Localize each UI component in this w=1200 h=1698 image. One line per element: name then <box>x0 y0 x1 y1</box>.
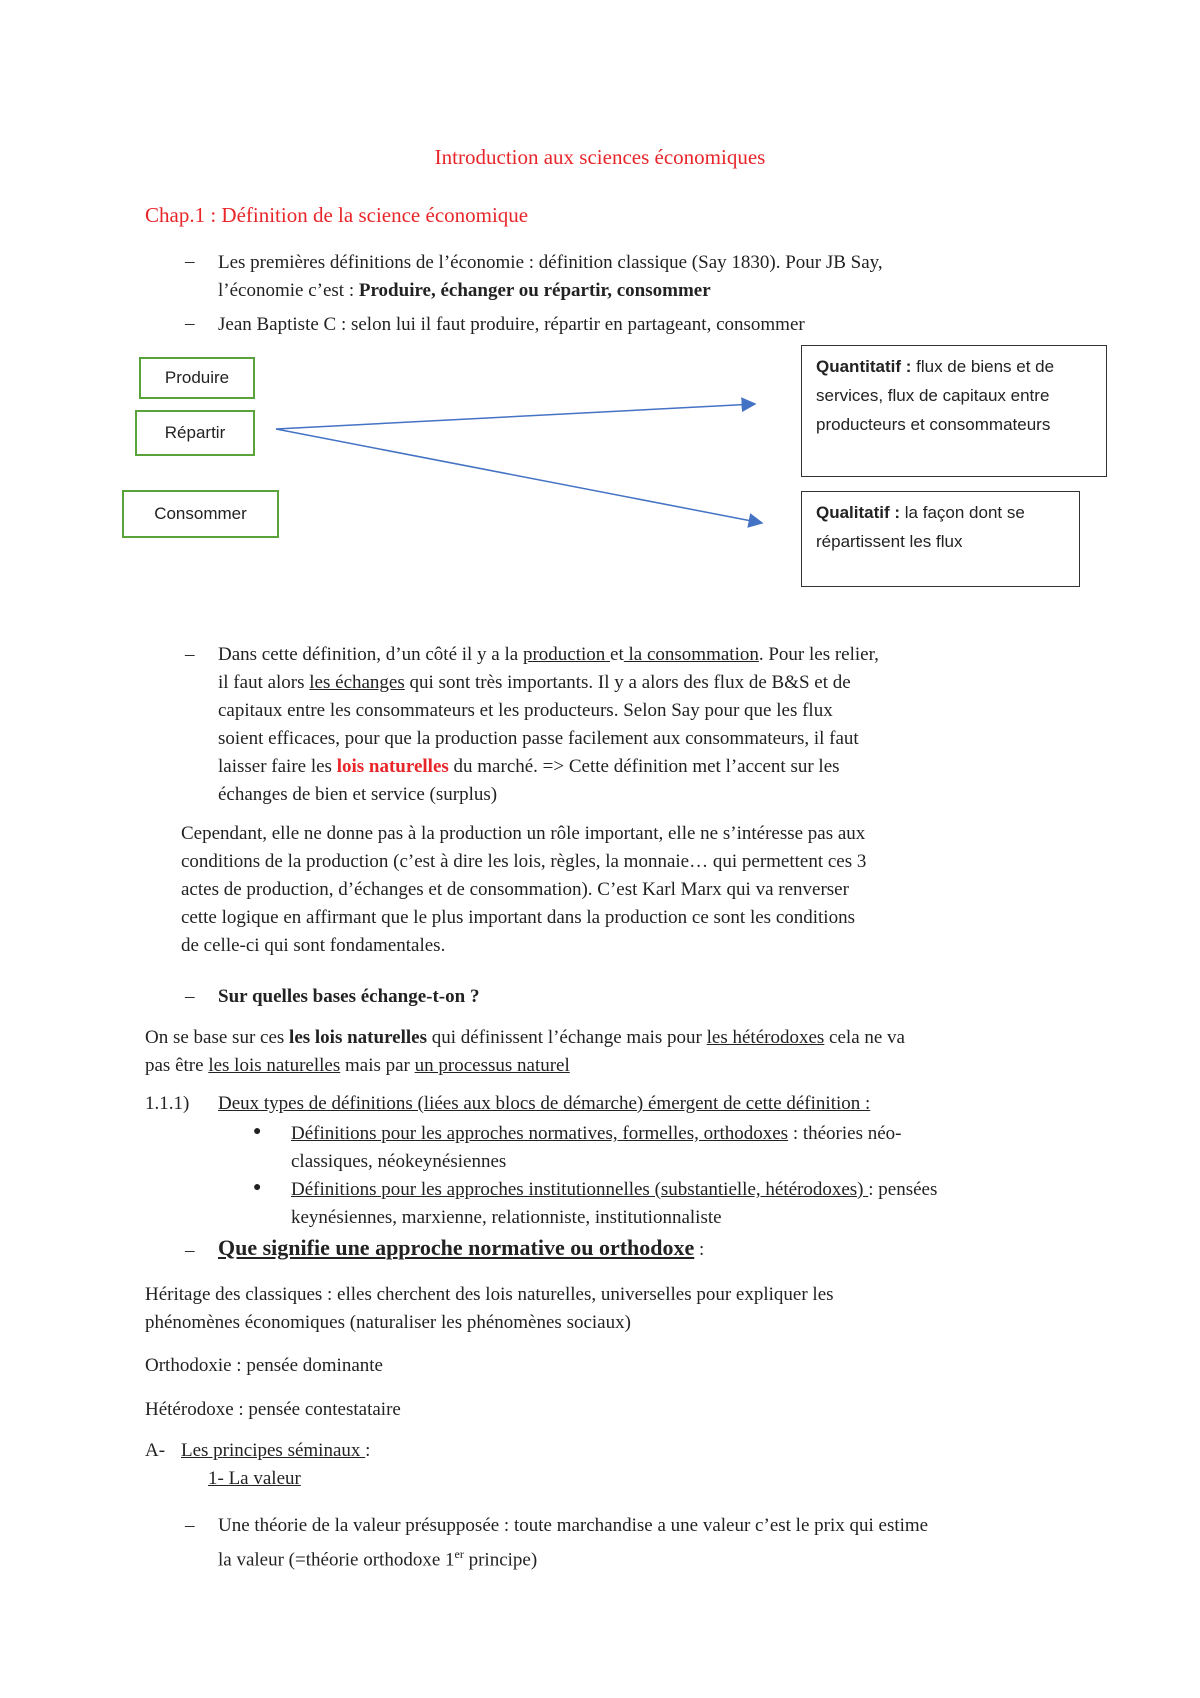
text: mais par <box>340 1055 415 1076</box>
text: la valeur (=théorie orthodoxe 1 <box>218 1549 455 1571</box>
superscript: er <box>454 1547 464 1561</box>
underlined-consommation: la consommation <box>623 644 759 665</box>
heritage-line-2: phénomènes économiques (naturaliser les phénomènes sociaux) <box>145 1312 631 1333</box>
list-dash: – <box>185 986 195 1007</box>
heritage-line-1: Héritage des classiques : elles cherchent des lois naturelles, universelles pour expliquer les <box>145 1284 834 1305</box>
box-produire: Produire <box>139 357 255 399</box>
heritage-paragraph <box>145 1281 1045 1337</box>
qualitatif-text: la façon dont se répartissent les flux <box>816 503 1025 551</box>
text: du marché. => Cette définition met l’accent sur les <box>448 756 840 777</box>
arrow-to-quantitatif <box>276 404 755 429</box>
text: qui sont très importants. Il y a alors des flux de B&S et de <box>404 672 851 693</box>
intro-item-1-bold: Produire, échanger ou répartir, consommer <box>358 280 711 301</box>
valeur-line-2 <box>218 1540 1098 1574</box>
bases-paragraph <box>145 1024 1045 1080</box>
text: On se base sur ces <box>145 1027 290 1048</box>
cependant-line-4: cette logique en affirmant que le plus important dans la production ce sont les conditions <box>181 907 855 928</box>
text: principe) <box>463 1549 538 1571</box>
bullet-icon: ● <box>253 1180 262 1195</box>
text: pas être <box>145 1055 209 1076</box>
underlined-lois-naturelles: les lois naturelles <box>208 1055 341 1076</box>
text: laisser faire les <box>218 756 337 777</box>
box-repartir: Répartir <box>135 410 255 456</box>
list-dash: – <box>185 1240 195 1261</box>
question-bases: Sur quelles bases échange-t-on ? <box>218 986 480 1007</box>
bases-line-2 <box>145 1052 1045 1080</box>
definition-line-3: capitaux entre les consommateurs et les producteurs. Selon Say pour que les flux <box>218 700 833 721</box>
bullet-item-1 <box>291 1120 1071 1176</box>
section-number: 1.1.1) <box>145 1093 190 1114</box>
definition-line-6: échanges de bien et service (surplus) <box>218 784 498 805</box>
valeur-line-1: Une théorie de la valeur présupposée : toute marchandise a une valeur c’est le prix qui estime <box>218 1515 929 1536</box>
text: il faut alors <box>218 672 310 693</box>
valeur-item <box>218 1512 1098 1574</box>
bullet-1-underlined: Définitions pour les approches normatives, formelles, orthodoxes <box>291 1123 789 1144</box>
cependant-line-5: de celle-ci qui sont fondamentales. <box>181 935 446 956</box>
section-a-heading-text: Les principes séminaux <box>181 1440 366 1461</box>
underlined-heterodoxes: les hétérodoxes <box>706 1027 825 1048</box>
section-a-heading <box>181 1440 370 1462</box>
heterodoxe-definition: Hétérodoxe : pensée contestataire <box>145 1399 401 1420</box>
list-dash: – <box>185 1515 195 1536</box>
bullet-1-line-2: classiques, néokeynésiennes <box>291 1151 507 1172</box>
highlight-lois-naturelles: lois naturelles <box>336 756 449 777</box>
text: et <box>610 644 624 665</box>
intro-item-1-text: l’économie c’est : <box>218 280 359 301</box>
text: qui définissent l’échange mais pour <box>426 1027 707 1048</box>
question-normative <box>218 1235 704 1261</box>
underlined-processus-naturel: un processus naturel <box>414 1055 570 1076</box>
definition-line-2 <box>218 669 1078 697</box>
list-dash: – <box>185 644 195 665</box>
quantitatif-text: flux de biens et de services, flux de capitaux entre producteurs et consommateurs <box>816 357 1055 434</box>
text: cela ne va <box>824 1027 905 1048</box>
cependant-paragraph <box>181 820 1081 960</box>
box-consommer: Consommer <box>122 490 279 538</box>
underlined-echanges: les échanges <box>309 672 405 693</box>
cependant-line-3: actes de production, d’échanges et de consommation). C’est Karl Marx qui va renverser <box>181 879 849 900</box>
text: Dans cette définition, d’un côté il y a la <box>218 644 523 665</box>
bullet-item-2 <box>291 1176 1081 1232</box>
qualitatif-label: Qualitatif : <box>816 503 905 522</box>
underlined-production: production <box>522 644 611 665</box>
list-dash: – <box>185 251 195 272</box>
section-a-label: A- <box>145 1440 166 1461</box>
intro-item-2: Jean Baptiste C : selon lui il faut produire, répartir en partageant, consommer <box>218 314 805 335</box>
cependant-line-2: conditions de la production (c’est à dire les lois, règles, la monnaie… qui permettent ces 3 <box>181 851 867 872</box>
definition-line-1 <box>218 641 1078 669</box>
list-dash: – <box>185 313 195 334</box>
section-a-colon: : <box>365 1440 371 1461</box>
bold-lois-naturelles: les lois naturelles <box>289 1027 427 1048</box>
bullet-icon: ● <box>253 1124 262 1139</box>
bases-line-1 <box>145 1024 1045 1052</box>
orthodoxie-definition: Orthodoxie : pensée dominante <box>145 1355 383 1376</box>
quantitatif-label: Quantitatif : <box>816 357 917 376</box>
definition-paragraph <box>218 641 1078 809</box>
definition-line-4: soient efficaces, pour que la production passe facilement aux consommateurs, il faut <box>218 728 859 749</box>
text: . Pour les relier, <box>758 644 879 665</box>
box-qualitatif <box>801 491 1080 587</box>
document-title: Introduction aux sciences économiques <box>434 145 766 169</box>
box-quantitatif <box>801 345 1107 477</box>
bullet-1-text: : théories néo- <box>788 1123 902 1144</box>
arrow-to-qualitatif <box>276 429 762 523</box>
definition-line-5 <box>218 753 1078 781</box>
bullet-2-text: : pensées <box>868 1179 938 1200</box>
question-normative-colon: : <box>694 1239 705 1260</box>
subsection-valeur: 1- La valeur <box>208 1468 301 1489</box>
bullet-2-line-2: keynésiennes, marxienne, relationniste, institutionnaliste <box>291 1207 722 1228</box>
cependant-line-1: Cependant, elle ne donne pas à la production un rôle important, elle ne s’intéresse pas aux <box>181 823 866 844</box>
question-normative-text: Que signifie une approche normative ou orthodoxe <box>218 1235 695 1260</box>
bullet-2-underlined: Définitions pour les approches institutionnelles (substantielle, hétérodoxes) <box>291 1179 869 1200</box>
section-heading: Deux types de définitions (liées aux blocs de démarche) émergent de cette définition : <box>218 1093 871 1114</box>
chapter-heading: Chap.1 : Définition de la science économique <box>145 203 529 227</box>
intro-item-1-line-1: Les premières définitions de l’économie : définition classique (Say 1830). Pour JB Say, <box>218 252 883 273</box>
